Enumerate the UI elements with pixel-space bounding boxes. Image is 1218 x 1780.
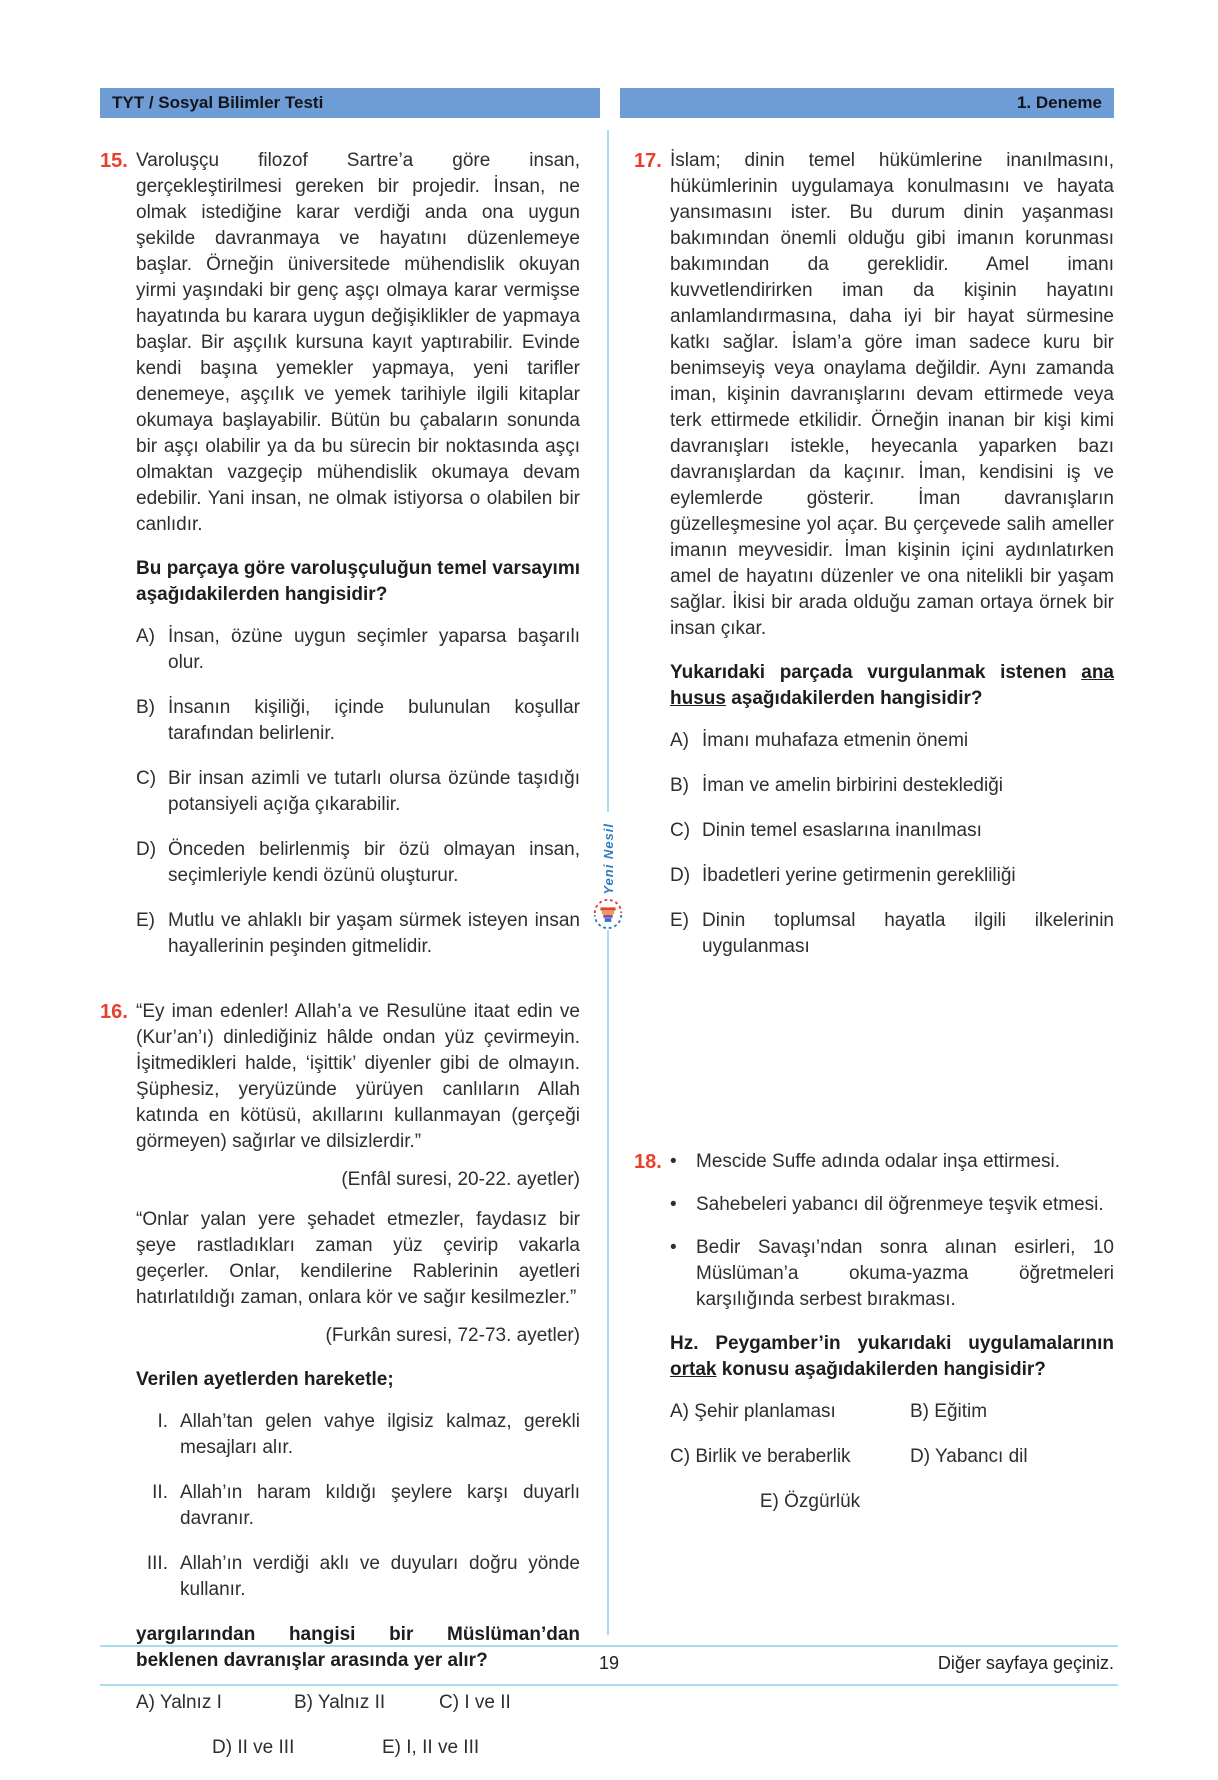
publisher-logo [584, 812, 632, 930]
next-page-note: Diğer sayfaya geçiniz. [937, 1653, 1114, 1673]
question-16-source-1: (Enfâl suresi, 20-22. ayetler) [341, 1169, 580, 1190]
option-15-e: E) Mutlu ve ahlaklı bir yaşam sürmek isteyen insan hayallerinin peşinden gitmelidir. [136, 910, 580, 957]
option-18-d: D) Yabancı dil [910, 1446, 1028, 1467]
question-15-stem: Bu parçaya göre varoluşçuluğun temel varsayımı aşağıdakilerden hangisidir? [136, 558, 580, 605]
question-16-quote-1: “Ey iman edenler! Allah’a ve Resulüne itaat edin ve (Kur’an’ı) dinlediğiniz hâlde ondan yüz çevirmeyin. İşitmedikleri halde, ‘işittik’ diyenler gibi de olmayın. Şüphesiz, yeryüzünde yürüyen canlıların Allah katında en kötüsü, akıllarını kullanmayan (gerçeği görmeyen) sağırlar ve dilsizlerdir.” [136, 1001, 580, 1152]
header-left-bar [100, 88, 600, 118]
option-15-a: A) İnsan, özüne uygun seçimler yaparsa başarılı olur. [136, 626, 580, 673]
option-17-e: E) Dinin toplumsal hayatla ilgili ilkelerinin uygulanması [670, 910, 1114, 957]
question-16-stem: yargılarından hangisi bir Müslüman’dan beklenen davranışlar arasında yer alır? [136, 1624, 580, 1671]
question-17-paragraph: İslam; dinin temel hükümlerine inanılmasını, hükümlerinin uygulamaya konulmasını ve hayata yansımasını ister. Bu durum dinin yaşanması bakımından önemli olduğu gibi imanın korunması bakımından da gereklidir. Amel imanı kuvvetlendirirken iman da kişinin hayatını anlamlandırmasına, daha iyi bir hayat sürmesine katkı sağlar. İslam’a göre iman sadece kuru bir benimseyiş veya onaylama değildir. Aynı zamanda iman, kişinin davranışlarını devam ettirmede veya terk ettirmede etkilidir. Örneğin inanan bir kişi kimi davranışları istekle, heyecanla yaparken bazı davranışlardan da kaçınır. İman, kendisini iş ve eylemlerde gösterir. İman davranışların güzelleşmesine yol açar. Bu çerçevede salih ameller imanın meyvesidir. İman kişinin içini aydınlatırken amel de hayatını düzenler ve ona nitelikli bir yaşam sağlar. İkisi bir arada olduğu zaman ortaya örnek bir insan çıkar. [670, 150, 1114, 639]
header-right-bar [620, 88, 1114, 118]
statement-16-2: II. Allah’ın haram kıldığı şeylere karşı duyarlı davranır. [152, 1482, 580, 1529]
test-title: TYT / Sosyal Bilimler Testi [112, 93, 324, 112]
question-17-stem: Yukarıdaki parçada vurgulanmak istenen ana husus aşağıdakilerden hangisidir? [670, 662, 1114, 709]
question-18-underlined-phrase: ortak [670, 1359, 717, 1380]
option-16-e: E) I, II ve III [382, 1737, 480, 1758]
question-16-number: 16. [100, 1001, 128, 1023]
options-18-grid [670, 1399, 1114, 1470]
option-18-b: B) Eğitim [910, 1401, 988, 1422]
footer-bottom-rule [100, 1684, 1118, 1686]
option-17-d: D) İbadetleri yerine getirmenin gerekliliği [670, 865, 1016, 886]
question-15-number: 15. [100, 150, 128, 172]
bullet-icon: • [670, 1151, 677, 1172]
question-15-paragraph: Varoluşçu filozof Sartre’a göre insan, gerçekleştirilmesi gereken bir projedir. İnsan, ne olmak istediğine karar verdiği anda ona uygun şekilde davranmaya ve hayatını düzenlemeye başlar. Örneğin üniversitede mühendislik okuyan yirmi yaşındaki bir genç aşçı olmaya karar vermişse hayatında bu karara uygun değişiklikler de yapmaya başlar. Bir aşçılık kursuna kayıt yaptırabilir. Evinde kendi başına yemekler yapmaya, yeni tarifler denemeye, aşçılık ve yemek tarihiyle ilgili kitaplar okumaya başlayabilir. Bütün bu çabaların sonunda bir aşçı olabilir ya da bu sürecin bir noktasında aşçı olmaktan vazgeçip mühendislik okumaya devam edebilir. Yani insan, ne olmak istiyorsa o olabilen bir canlıdır. [136, 150, 580, 535]
bullet-18-1: • Mescide Suffe adında odalar inşa ettirmesi. [670, 1149, 1114, 1175]
option-16-a: A) Yalnız I [136, 1692, 222, 1713]
question-17-underlined-phrase: ana husus [670, 662, 1114, 709]
question-18-stem: Hz. Peygamber’in yukarıdaki uygulamalarının ortak konusu aşağıdakilerden hangisidir? [670, 1333, 1114, 1380]
question-16-lead: Verilen ayetlerden hareketle; [136, 1369, 394, 1390]
question-18-number: 18. [634, 1151, 662, 1173]
bullet-icon: • [670, 1237, 677, 1258]
page-number: 19 [598, 1653, 620, 1673]
right-column [634, 148, 1114, 1515]
question-18 [634, 1149, 1114, 1515]
footer-top-rule [100, 1645, 1118, 1647]
bullet-icon: • [670, 1194, 677, 1215]
statement-16-3: III. Allah’ın verdiği aklı ve duyuları doğru yönde kullanır. [146, 1553, 580, 1600]
option-17-a: A) İmanı muhafaza etmenin önemi [670, 730, 969, 751]
question-16-source-2: (Furkân suresi, 72-73. ayetler) [325, 1325, 580, 1346]
options-16-row-1 [136, 1690, 580, 1716]
option-15-c: C) Bir insan azimli ve tutarlı olursa özünde taşıdığı potansiyeli açığa çıkarabilir. [136, 768, 580, 815]
left-column [100, 148, 580, 1780]
question-17 [634, 148, 1114, 979]
yeni-nesil-logo-icon [592, 898, 624, 930]
options-16-row-2 [136, 1735, 580, 1761]
option-16-d: D) II ve III [212, 1737, 295, 1758]
bullet-18-2: • Sahebeleri yabancı dil öğrenmeye teşvik etmesi. [670, 1192, 1114, 1218]
option-18-e: E) Özgürlük [759, 1491, 861, 1512]
question-15 [100, 148, 580, 979]
option-17-c: C) Dinin temel esaslarına inanılması [670, 820, 982, 841]
option-15-d: D) Önceden belirlenmiş bir özü olmayan insan, seçimleriyle kendi özünü oluşturur. [136, 839, 580, 886]
question-16-quote-2: “Onlar yalan yere şehadet etmezler, faydasız bir şeye rastladıkları zaman yüz çevirip vakarla geçerler. Onlar, kendilerine Rablerinin ayetleri hatırlatıldığı zaman, onlara kör ve sağır kesilmezler.” [136, 1209, 580, 1308]
option-16-c: C) I ve II [439, 1692, 511, 1713]
option-16-b: B) Yalnız II [294, 1692, 386, 1713]
option-18-c: C) Birlik ve beraberlik [670, 1446, 851, 1467]
yeni-nesil-logo-text: Yeni Nesil [600, 823, 616, 895]
question-17-number: 17. [634, 150, 662, 172]
exam-name: 1. Deneme [1016, 93, 1102, 112]
option-17-b: B) İman ve amelin birbirini desteklediği [670, 775, 1003, 796]
option-15-b: B) İnsanın kişiliği, içinde bulunulan koşullar tarafından belirlenir. [136, 697, 580, 744]
bullet-18-3: • Bedir Savaşı’ndan sonra alınan esirleri, 10 Müslüman’a okuma-yazma öğretmeleri karşılığında serbest bırakması. [670, 1235, 1114, 1313]
statement-16-1: I. Allah’tan gelen vahye ilgisiz kalmaz, gerekli mesajları alır. [157, 1411, 580, 1458]
option-18-a: A) Şehir planlaması [670, 1401, 836, 1422]
